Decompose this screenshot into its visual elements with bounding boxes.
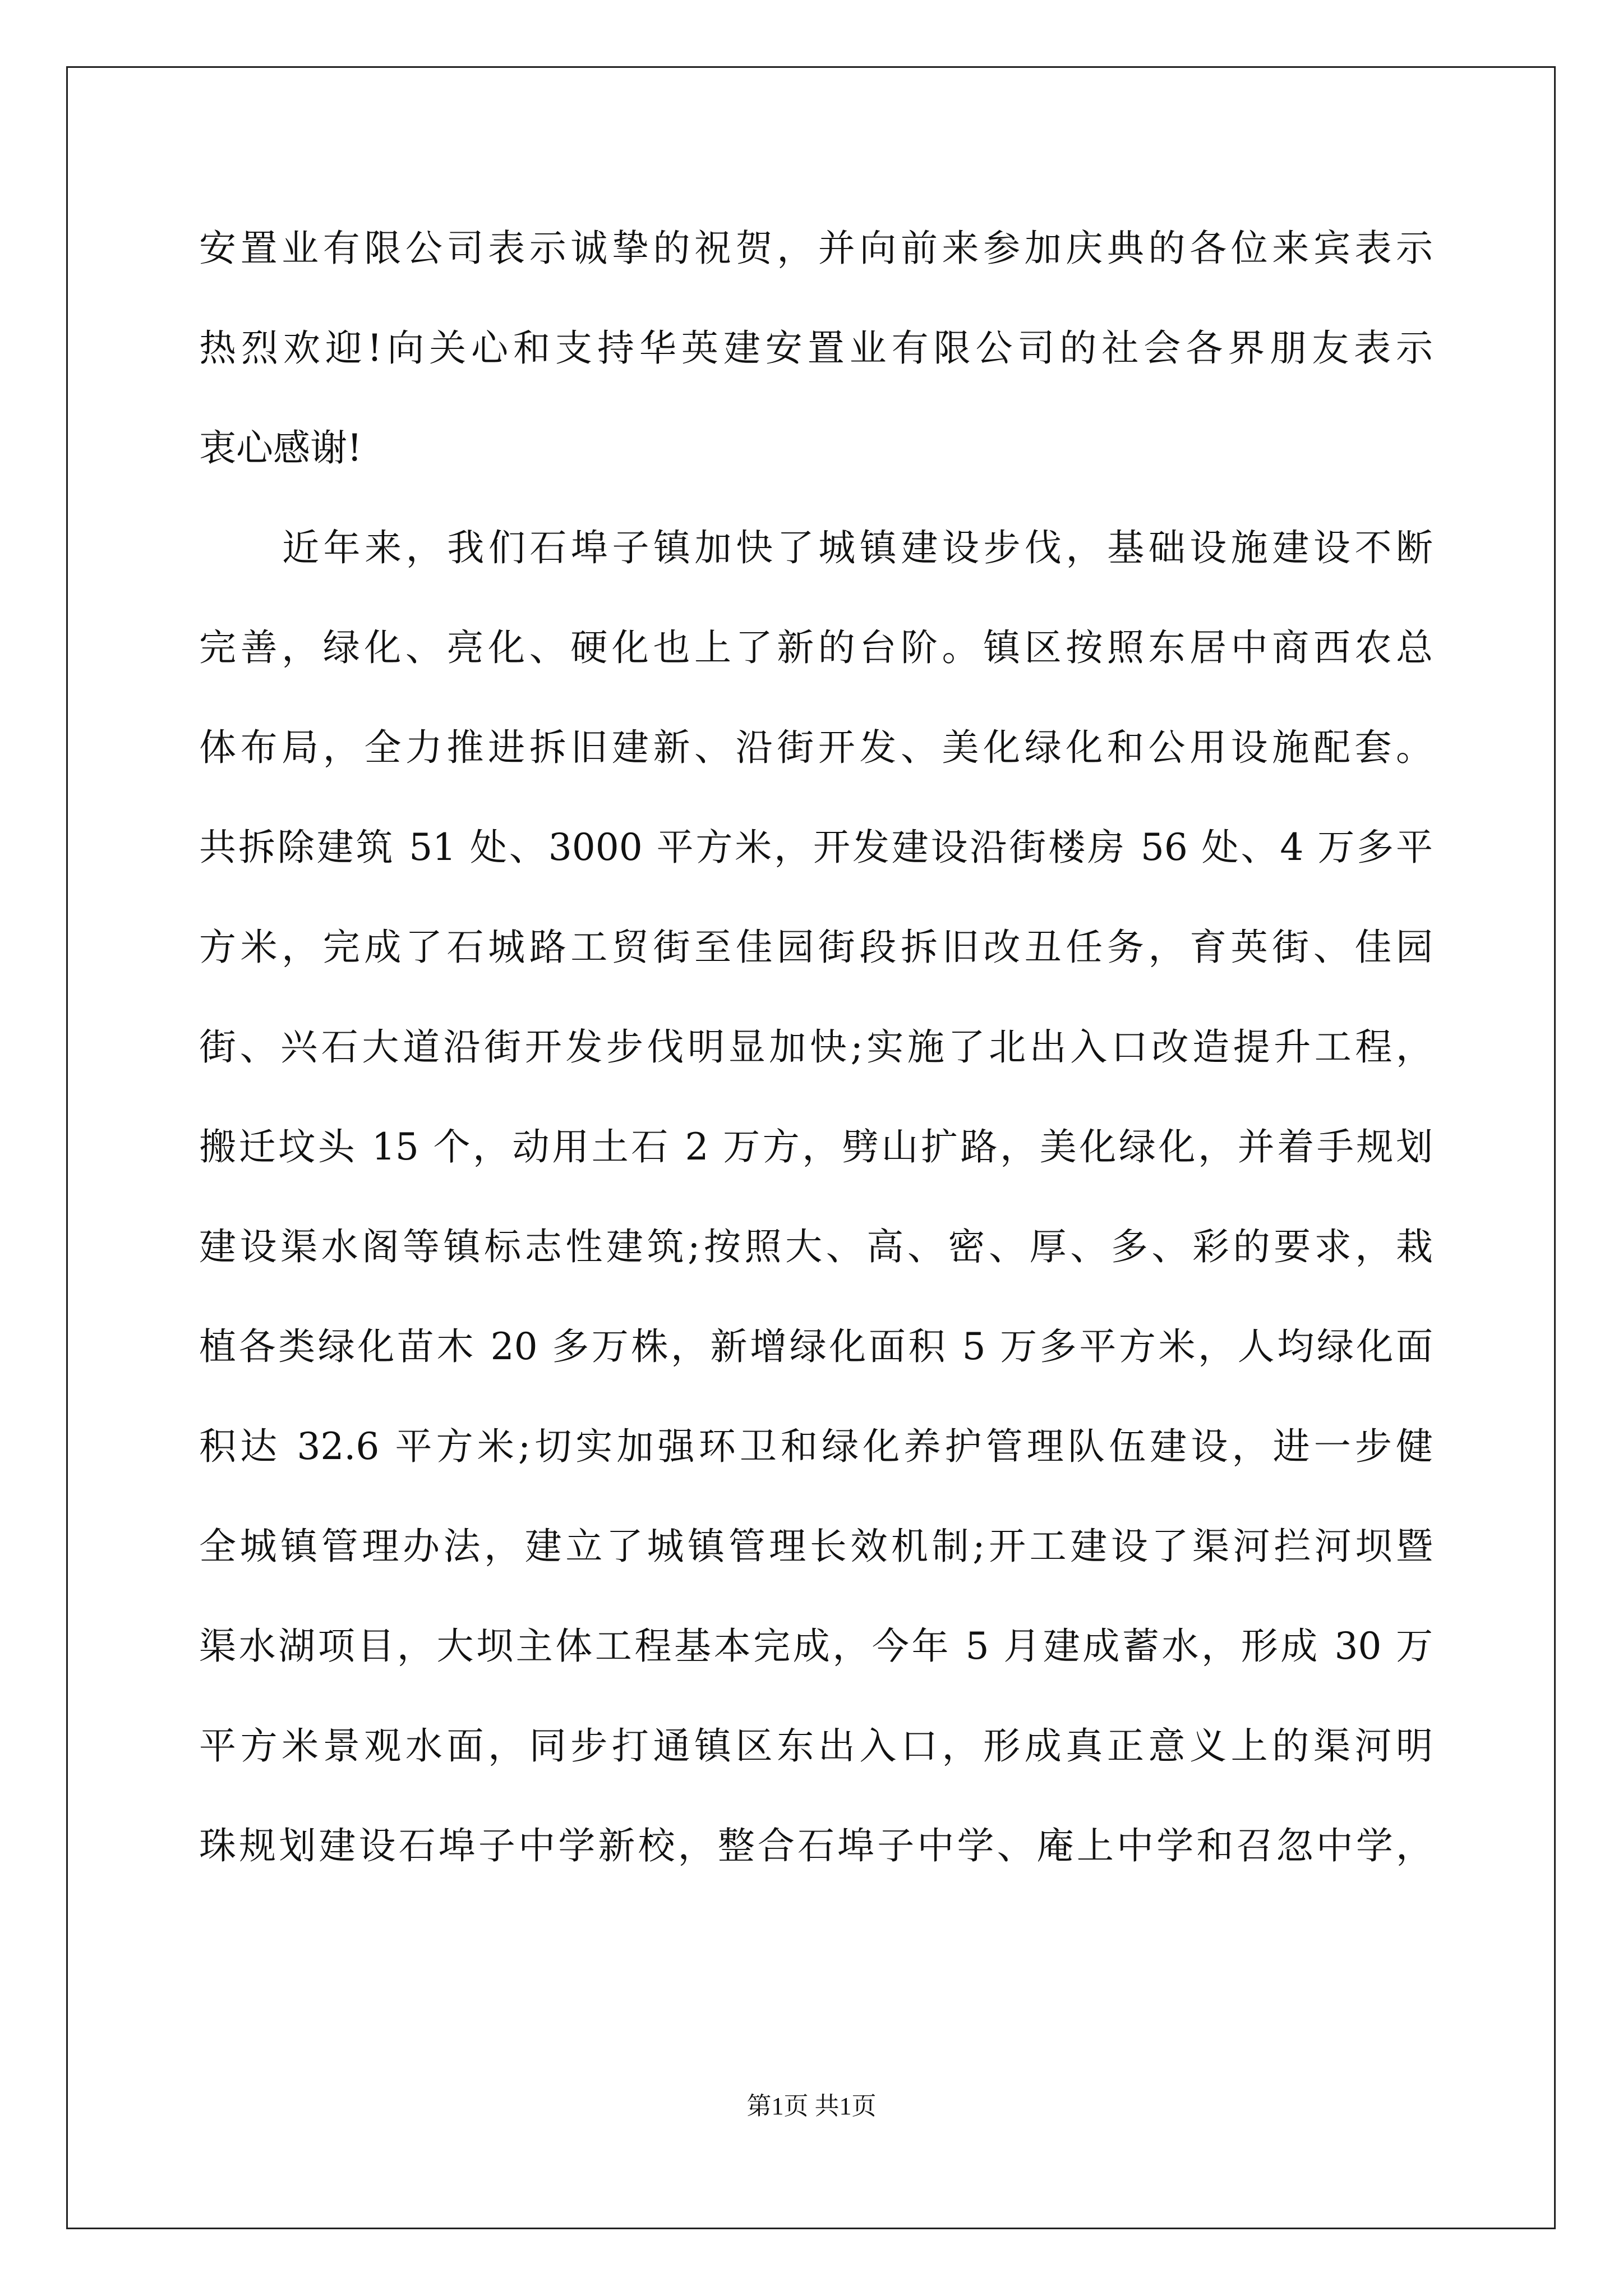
text-line: 衷心感谢! — [199, 426, 362, 470]
paragraph-first-line: 近年来，我们石埠子镇加快了城镇建设步伐，基础设施建设不断 — [282, 526, 1433, 569]
text-line: 安置业有限公司表示诚挚的祝贺，并向前来参加庆典的各位来宾表示 — [199, 227, 1433, 270]
text-line: 积达 32.6 平方米;切实加强环卫和绿化养护管理队伍建设，进一步健 — [199, 1425, 1433, 1468]
text-line: 完善，绿化、亮化、硬化也上了新的台阶。镇区按照东居中商西农总 — [199, 626, 1433, 669]
text-line: 搬迁坟头 15 个，动用土石 2 万方，劈山扩路，美化绿化，并着手规划 — [199, 1125, 1433, 1168]
text-line: 植各类绿化苗木 20 多万株，新增绿化面积 5 万多平方米，人均绿化面 — [199, 1325, 1433, 1368]
text-line: 共拆除建筑 51 处、3000 平方米，开发建设沿街楼房 56 处、4 万多平 — [199, 826, 1433, 869]
text-line: 渠水湖项目，大坝主体工程基本完成，今年 5 月建成蓄水，形成 30 万 — [199, 1625, 1433, 1668]
text-line: 热烈欢迎!向关心和支持华英建安置业有限公司的社会各界朋友表示 — [199, 326, 1433, 370]
text-line: 建设渠水阁等镇标志性建筑;按照大、高、密、厚、多、彩的要求，栽 — [199, 1225, 1433, 1268]
text-line: 珠规划建设石埠子中学新校，整合石埠子中学、庵上中学和召忽中学， — [199, 1824, 1433, 1867]
text-line: 平方米景观水面，同步打通镇区东出入口，形成真正意义上的渠河明 — [199, 1724, 1433, 1768]
text-line: 全城镇管理办法，建立了城镇管理长效机制;开工建设了渠河拦河坝暨 — [199, 1525, 1433, 1568]
text-line: 方米，完成了石城路工贸街至佳园街段拆旧改丑任务，育英街、佳园 — [199, 926, 1433, 969]
text-line: 体布局，全力推进拆旧建新、沿街开发、美化绿化和公用设施配套。 — [199, 726, 1433, 769]
text-line: 街、兴石大道沿街开发步伐明显加快;实施了北出入口改造提升工程， — [199, 1025, 1433, 1069]
page-number-footer: 第1页 共1页 — [746, 2092, 877, 2120]
